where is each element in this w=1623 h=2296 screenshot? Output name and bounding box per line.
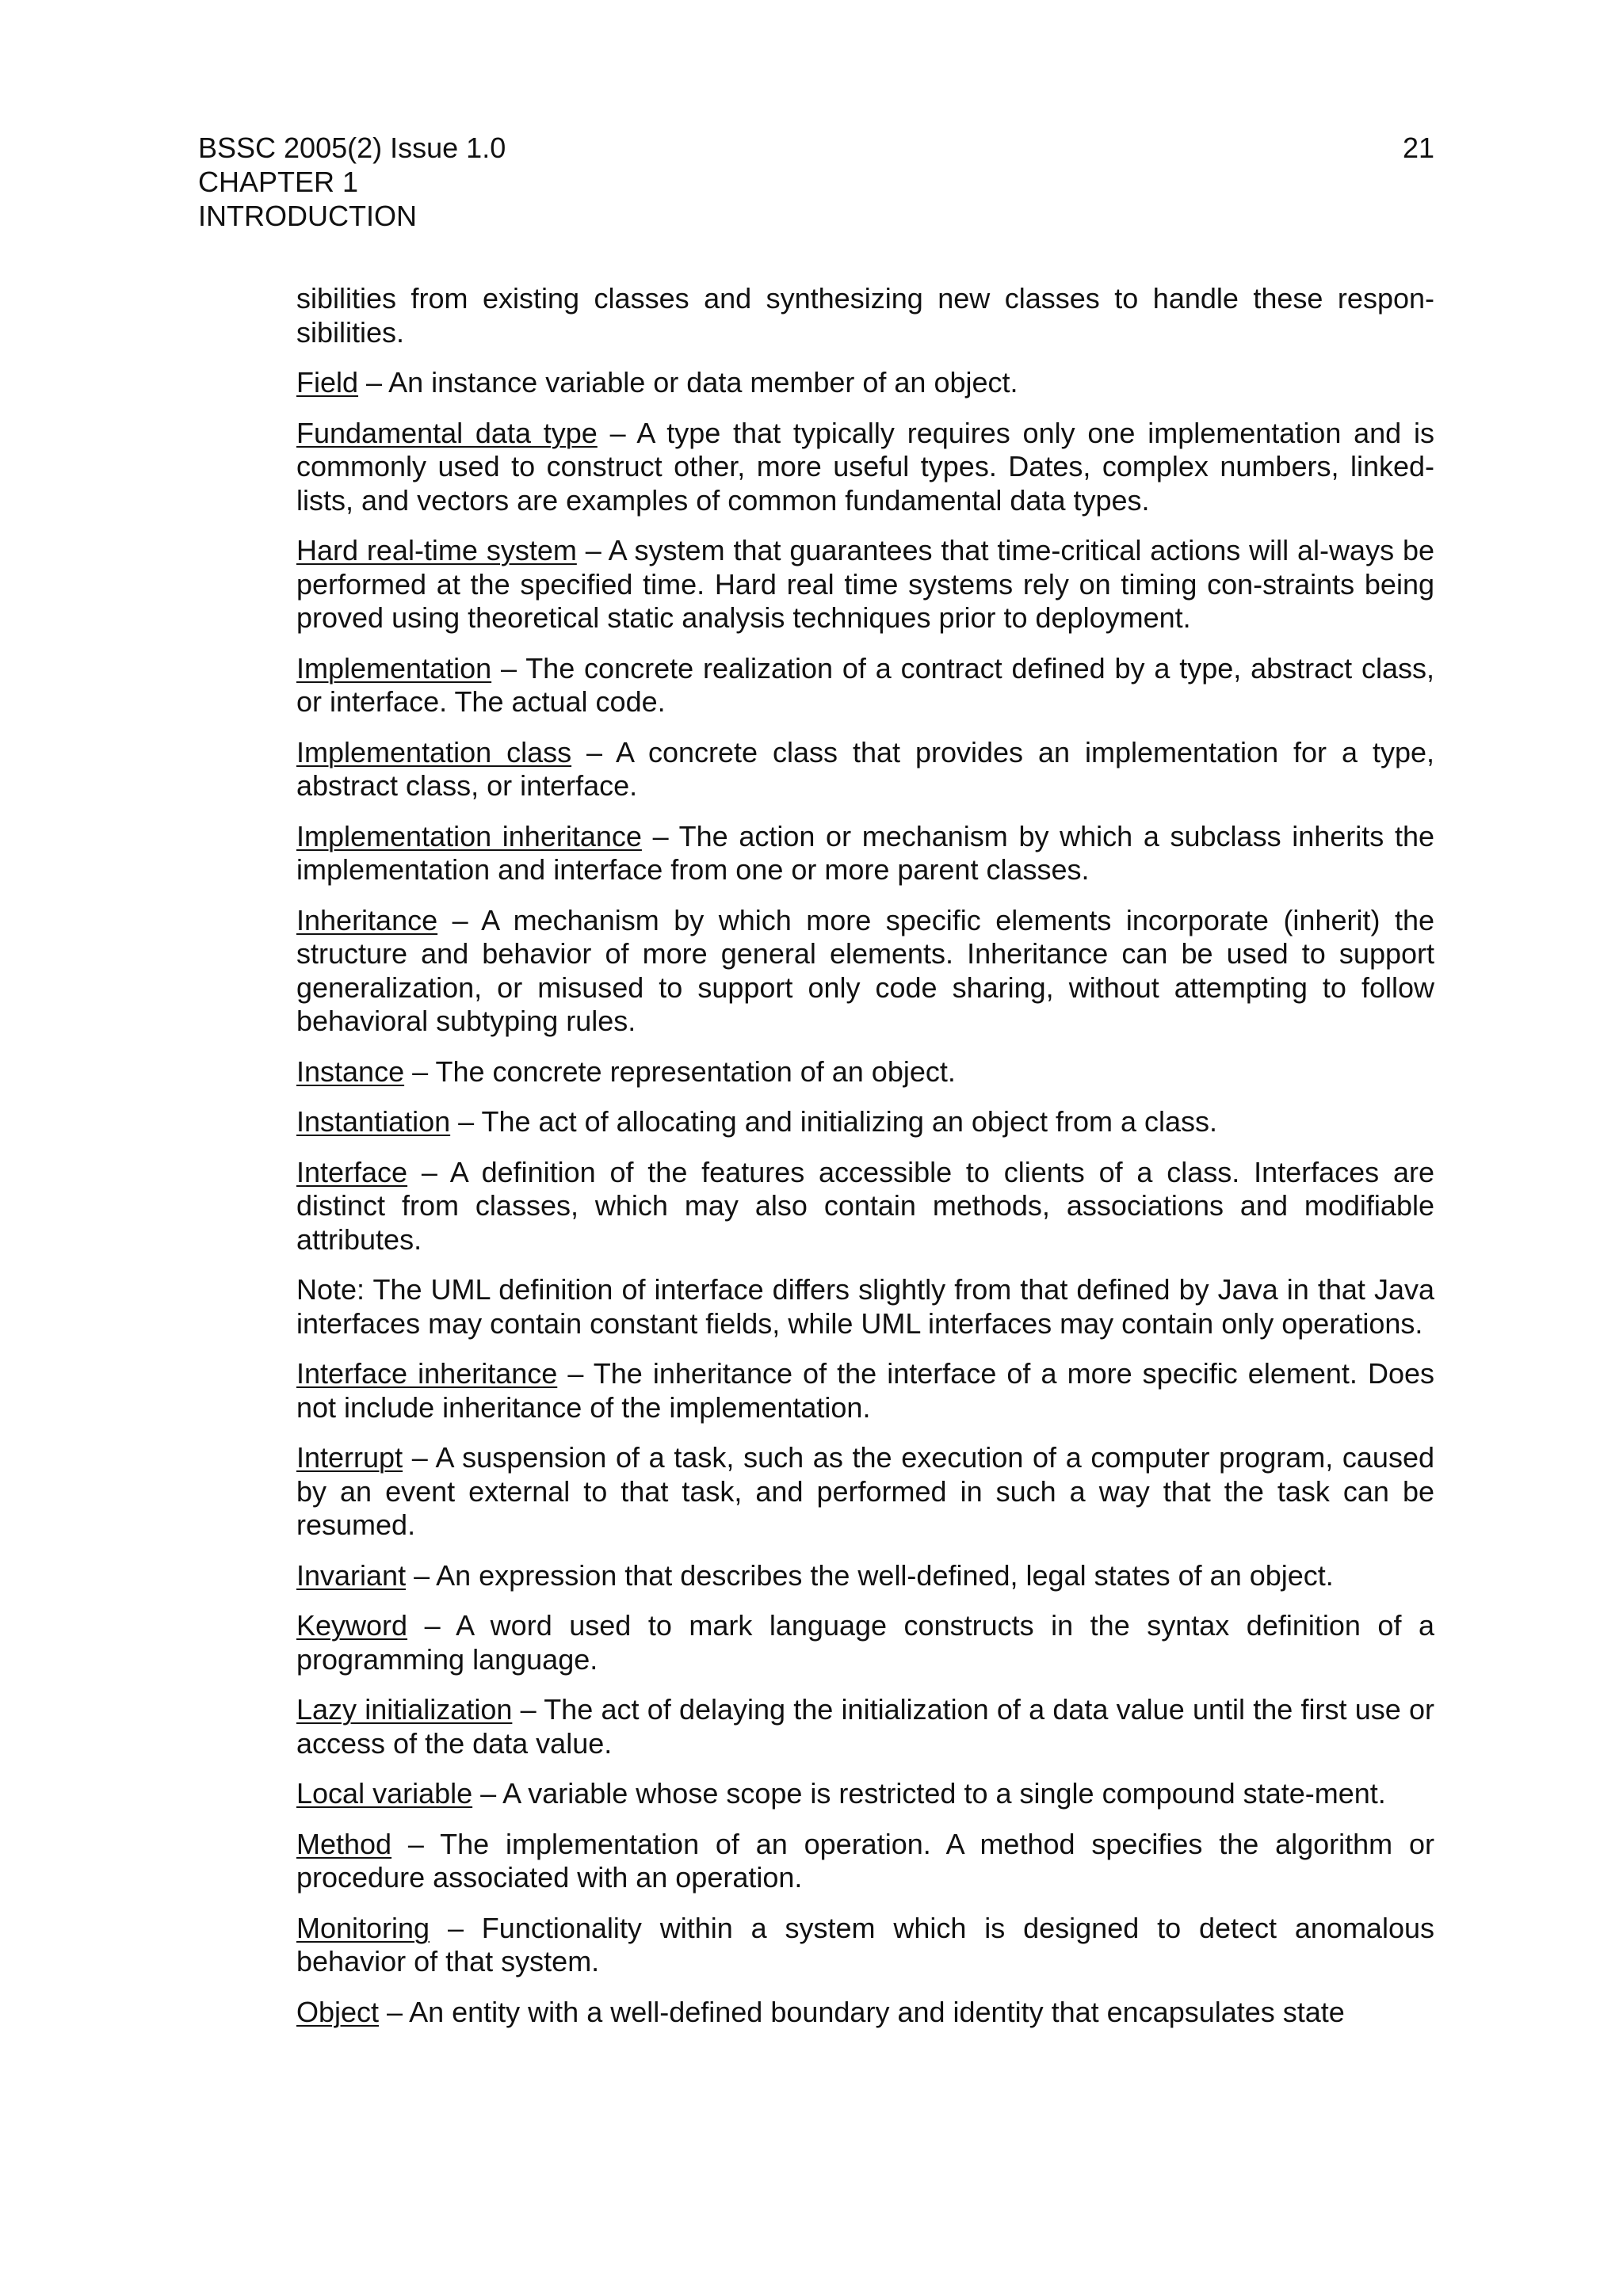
- glossary-definition: – The concrete realization of a contract defined by a type, abstract class, or interface. The actual code.: [296, 651, 1434, 718]
- glossary-term: Implementation class: [296, 735, 572, 769]
- glossary-entry: [296, 1996, 1434, 2030]
- glossary-entry: [296, 1357, 1434, 1425]
- glossary-definition: – An expression that describes the well-defined, legal states of an object.: [406, 1558, 1334, 1592]
- glossary-entry: [296, 820, 1434, 887]
- glossary-entry: [296, 1105, 1434, 1139]
- glossary-term: Interface: [296, 1155, 408, 1188]
- glossary-term: Implementation inheritance: [296, 819, 642, 852]
- glossary-term: Inheritance: [296, 903, 438, 936]
- glossary-entry: [296, 1055, 1434, 1089]
- glossary-term: Implementation: [296, 651, 492, 685]
- glossary-entry: [296, 652, 1434, 719]
- glossary-definition: – The act of delaying the initialization of a data value until the first use or access of the data value.: [296, 1693, 1434, 1760]
- glossary-definition: – The concrete representation of an object.: [404, 1055, 956, 1088]
- glossary-term: Interface inheritance: [296, 1357, 558, 1390]
- glossary-definition: – An entity with a well-defined boundary and identity that encapsulates state: [379, 1995, 1345, 2028]
- glossary-definition: – A suspension of a task, such as the execution of a computer program, caused by an event external to that task, and performed in such a way that the task can be resumed.: [296, 1441, 1434, 1541]
- glossary-term: Keyword: [296, 1609, 408, 1642]
- glossary-definition: – The implementation of an operation. A method specifies the algorithm or procedure associated with an operation.: [296, 1827, 1434, 1894]
- glossary-term: Monitoring: [296, 1911, 430, 1944]
- glossary-term: Object: [296, 1995, 380, 2028]
- glossary-entry: [296, 1559, 1434, 1593]
- header-chapter: CHAPTER 1: [198, 166, 359, 198]
- glossary-definition: – A concrete class that provides an implementation for a type, abstract class, or interface.: [296, 735, 1434, 802]
- glossary-term: Lazy initialization: [296, 1693, 513, 1726]
- glossary-entry: [296, 366, 1434, 400]
- header-chapter-title: INTRODUCTION: [198, 200, 417, 232]
- note-text: Note: The UML definition of interface differs slightly from that defined by Java in that Java interfaces may contain constant fields, while UML interfaces may contain only operations.: [296, 1273, 1434, 1340]
- glossary-entry: [296, 534, 1434, 635]
- glossary-definition: – An instance variable or data member of an object.: [358, 366, 1018, 399]
- page-number: 21: [1402, 132, 1434, 164]
- glossary-entry: [296, 1912, 1434, 1979]
- glossary-definition: – A type that typically requires only one implementation and is commonly used to construct other, more useful types. Dates, complex numbers, linked-lists, and vectors are examples of common fundamental data types.: [296, 416, 1434, 517]
- glossary-definition: – A definition of the features accessible to clients of a class. Interfaces are distinct from classes, which may also contain methods, associations and modifiable attributes.: [296, 1155, 1434, 1256]
- glossary-term: Method: [296, 1827, 392, 1860]
- glossary-entry: [296, 417, 1434, 518]
- glossary-definition: – The act of allocating and initializing an object from a class.: [450, 1105, 1218, 1138]
- glossary-definition: – A system that guarantees that time-critical actions will al-ways be performed at the specified time. Hard real time systems rely on timing con-straints being proved using theoretical static analysis techniques prior to deployment.: [296, 534, 1434, 634]
- header-document-id: BSSC 2005(2) Issue 1.0: [198, 132, 506, 164]
- glossary-term: Invariant: [296, 1558, 407, 1592]
- glossary-entry: [296, 1777, 1434, 1811]
- glossary-entry: [296, 1156, 1434, 1257]
- glossary-definition: – A word used to mark language constructs in the syntax definition of a programming language.: [296, 1609, 1434, 1676]
- glossary-definition: – A mechanism by which more specific elements incorporate (inherit) the structure and behavior of more general elements. Inheritance can be used to support generalization, or misused to support only code sharing, without attempting to follow behavioral subtyping rules.: [296, 903, 1434, 1037]
- glossary-entry: [296, 736, 1434, 803]
- glossary-entry: [296, 904, 1434, 1039]
- glossary-term: Instance: [296, 1055, 405, 1088]
- glossary-term: Hard real-time system: [296, 534, 577, 566]
- glossary-entry: [296, 1828, 1434, 1895]
- glossary-term: Field: [296, 366, 359, 399]
- glossary-definition: – The action or mechanism by which a subclass inherits the implementation and interface from one or more parent classes.: [296, 819, 1434, 886]
- glossary-definition: – A variable whose scope is restricted to a single compound state-ment.: [472, 1777, 1386, 1810]
- glossary-definition: – The inheritance of the interface of a more specific element. Does not include inheritance of the implementation.: [296, 1357, 1434, 1424]
- glossary-entry: [296, 1609, 1434, 1676]
- glossary-term: Interrupt: [296, 1441, 403, 1474]
- glossary-term: Local variable: [296, 1777, 473, 1810]
- glossary-note: [296, 1273, 1434, 1341]
- glossary-term: Instantiation: [296, 1105, 451, 1138]
- glossary-entry: [296, 1693, 1434, 1760]
- page-header: [198, 131, 1434, 233]
- glossary-entry: [296, 1441, 1434, 1543]
- glossary-definition: – Functionality within a system which is designed to detect anomalous behavior of that system.: [296, 1911, 1434, 1978]
- glossary-term: Fundamental data type: [296, 416, 598, 449]
- glossary-content: [296, 282, 1434, 2046]
- continuation-paragraph: sibilities from existing classes and synthesizing new classes to handle these respon-sibilities.: [296, 282, 1434, 349]
